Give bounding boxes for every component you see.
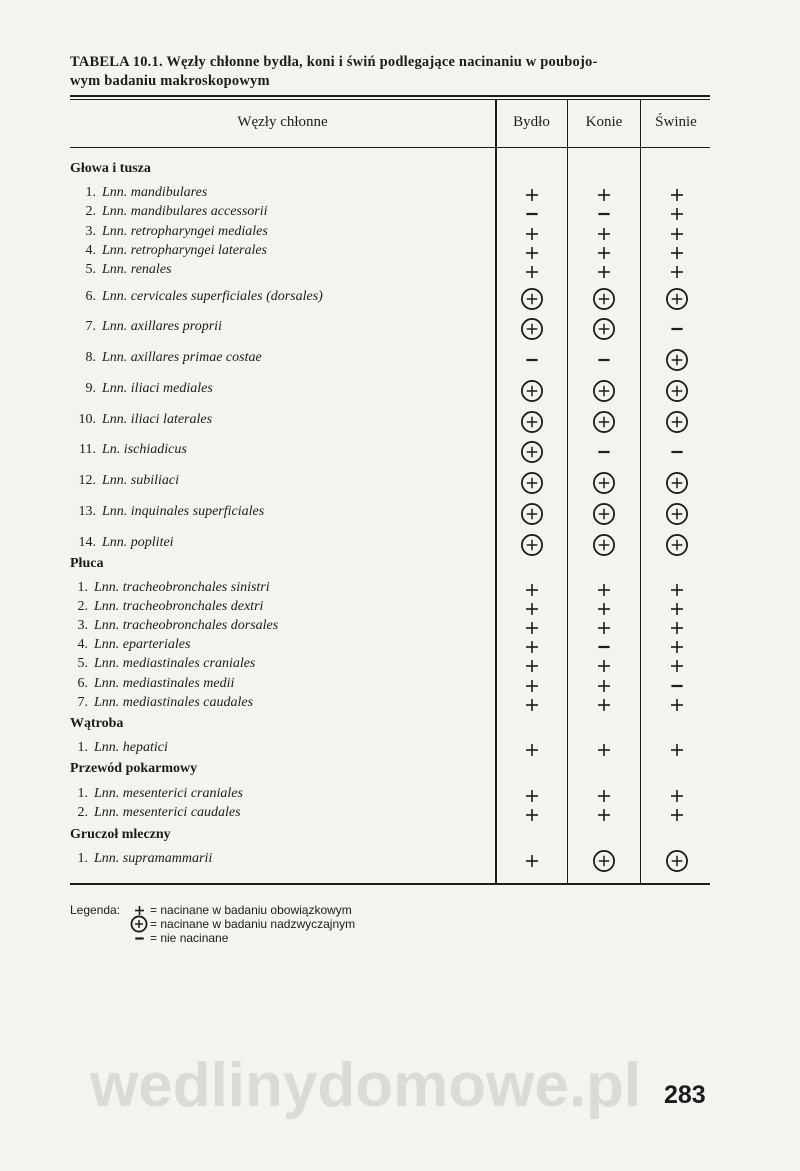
table-row xyxy=(70,740,168,756)
table-row xyxy=(70,262,171,278)
table-row xyxy=(70,204,268,220)
plus-icon xyxy=(592,260,616,284)
column-divider-1 xyxy=(495,100,497,883)
circled-plus-icon xyxy=(520,502,544,526)
plus-icon xyxy=(665,260,689,284)
row-number: 3. xyxy=(85,224,96,239)
lymph-node-name: Lnn. retropharyngei laterales xyxy=(102,243,268,258)
table-row xyxy=(70,185,207,201)
circled-plus-icon xyxy=(665,287,689,311)
circled-plus-icon xyxy=(665,471,689,495)
lymph-node-name: Lnn. iliaci laterales xyxy=(102,412,213,427)
legend-text: = nie nacinane xyxy=(150,931,229,945)
row-number: 4. xyxy=(85,243,96,258)
row-number: 1. xyxy=(77,740,88,755)
lymph-node-name: Lnn. mandibulares xyxy=(102,185,208,200)
row-number: 8. xyxy=(85,350,96,365)
lymph-node-name: Lnn. tracheobronchales dextri xyxy=(94,599,264,614)
watermark: wedlinydomowe.pl xyxy=(90,1051,642,1120)
circled-plus-icon xyxy=(665,410,689,434)
table-row xyxy=(70,535,174,551)
table-row xyxy=(70,637,190,653)
circled-plus-icon xyxy=(592,502,616,526)
lymph-node-name: Lnn. mediastinales medii xyxy=(94,676,235,691)
plus-icon xyxy=(520,849,544,873)
row-number: 13. xyxy=(78,504,96,519)
row-number: 12. xyxy=(78,473,96,488)
header-pigs: Świnie xyxy=(655,114,697,130)
lymph-node-name: Lnn. iliaci mediales xyxy=(102,381,213,396)
circled-plus-icon xyxy=(665,849,689,873)
circled-plus-icon xyxy=(592,317,616,341)
circled-plus-icon xyxy=(520,471,544,495)
lymph-node-name: Lnn. axillares proprii xyxy=(102,319,222,334)
minus-icon xyxy=(592,348,616,372)
row-number: 7. xyxy=(77,695,88,710)
table-top-rule xyxy=(70,95,710,97)
circled-plus-icon xyxy=(520,287,544,311)
row-number: 2. xyxy=(77,805,88,820)
circled-plus-icon xyxy=(520,410,544,434)
lymph-node-name: Lnn. tracheobronchales dorsales xyxy=(94,618,279,633)
table-bottom-rule xyxy=(70,883,710,885)
lymph-node-name: Lnn. axillares primae costae xyxy=(102,350,262,365)
row-number: 6. xyxy=(77,676,88,691)
caption-line-2: wym badaniu makroskopowym xyxy=(70,73,270,89)
lymph-node-name: Lnn. mediastinales caudales xyxy=(94,695,254,710)
plus-icon xyxy=(520,803,544,827)
row-number: 10. xyxy=(78,412,96,427)
row-number: 3. xyxy=(77,618,88,633)
table-row xyxy=(70,676,234,692)
table-row xyxy=(70,243,267,259)
table-row xyxy=(70,289,323,305)
section-title: Płuca xyxy=(70,556,104,571)
lymph-node-name: Ln. ischiadicus xyxy=(102,442,187,457)
table-row xyxy=(70,695,253,711)
plus-icon xyxy=(520,260,544,284)
header-lymph-nodes: Węzły chłonne xyxy=(237,114,328,130)
table-row xyxy=(70,504,264,520)
row-number: 2. xyxy=(77,599,88,614)
column-divider-3 xyxy=(640,100,641,883)
table-row xyxy=(70,350,262,366)
plus-icon xyxy=(665,693,689,717)
plus-icon xyxy=(592,693,616,717)
header-horses: Konie xyxy=(585,114,623,130)
row-number: 14. xyxy=(78,535,96,550)
table-row xyxy=(70,473,179,489)
circled-plus-icon xyxy=(665,379,689,403)
row-number: 5. xyxy=(85,262,96,277)
row-number: 1. xyxy=(77,580,88,595)
lymph-node-name: Lnn. retropharyngei mediales xyxy=(102,224,268,239)
circled-plus-icon xyxy=(592,379,616,403)
circled-plus-icon xyxy=(592,533,616,557)
lymph-node-name: Lnn. renales xyxy=(102,262,172,277)
row-number: 5. xyxy=(77,656,88,671)
legend-text: = nacinane w badaniu obowiązkowym xyxy=(150,903,352,917)
table-row xyxy=(70,786,243,802)
circled-plus-icon xyxy=(592,410,616,434)
row-number: 2. xyxy=(85,204,96,219)
lymph-node-name: Lnn. tracheobronchales sinistri xyxy=(94,580,270,595)
minus-icon xyxy=(592,440,616,464)
lymph-node-name: Lnn. inquinales superficiales xyxy=(102,504,265,519)
section-title: Głowa i tusza xyxy=(70,161,151,176)
table-top-rule-thin xyxy=(70,99,710,100)
plus-icon xyxy=(592,803,616,827)
section-title: Wątroba xyxy=(70,716,124,731)
table-caption xyxy=(70,53,712,91)
table-row xyxy=(70,381,213,397)
circled-plus-icon xyxy=(665,502,689,526)
row-number: 1. xyxy=(77,786,88,801)
table-row xyxy=(70,851,212,867)
circled-plus-icon xyxy=(592,287,616,311)
circled-plus-icon xyxy=(665,348,689,372)
header-cattle: Bydło xyxy=(513,114,550,130)
lymph-node-name: Lnn. hepatici xyxy=(94,740,168,755)
header-bottom-rule xyxy=(70,147,710,148)
circled-plus-icon xyxy=(520,440,544,464)
circled-plus-icon xyxy=(520,317,544,341)
row-number: 7. xyxy=(85,319,96,334)
section-title: Gruczoł mleczny xyxy=(70,827,171,842)
plus-icon xyxy=(665,738,689,762)
lymph-node-name: Lnn. mediastinales craniales xyxy=(94,656,256,671)
circled-plus-icon xyxy=(592,849,616,873)
lymph-node-name: Lnn. mandibulares accessorii xyxy=(102,204,268,219)
row-number: 1. xyxy=(85,185,96,200)
table-row xyxy=(70,580,270,596)
circled-plus-icon xyxy=(665,533,689,557)
minus-icon xyxy=(520,348,544,372)
minus-icon xyxy=(665,440,689,464)
caption-line-1: TABELA 10.1. Węzły chłonne bydła, koni i świń podlegające nacinaniu w poubojo- xyxy=(70,54,598,70)
table-row xyxy=(70,599,263,615)
lymph-node-name: Lnn. eparteriales xyxy=(94,637,191,652)
circled-plus-icon xyxy=(520,533,544,557)
table-row xyxy=(70,618,278,634)
lymph-node-name: Lnn. mesenterici craniales xyxy=(94,786,243,801)
table-row xyxy=(70,412,212,428)
row-number: 6. xyxy=(85,289,96,304)
lymph-node-name: Lnn. supramammarii xyxy=(94,851,213,866)
row-number: 1. xyxy=(77,851,88,866)
plus-icon xyxy=(520,738,544,762)
table-row xyxy=(70,442,187,458)
circled-plus-icon xyxy=(592,471,616,495)
table-row xyxy=(70,805,241,821)
table-row xyxy=(70,224,268,240)
minus-icon xyxy=(130,931,148,945)
plus-icon xyxy=(520,693,544,717)
page-number: 283 xyxy=(664,1081,706,1109)
table-row xyxy=(70,319,222,335)
row-number: 11. xyxy=(79,442,96,457)
plus-icon xyxy=(665,803,689,827)
row-number: 9. xyxy=(85,381,96,396)
table-row xyxy=(70,656,255,672)
lymph-node-name: Lnn. cervicales superficiales (dorsales) xyxy=(102,289,323,304)
legend-label: Legenda: xyxy=(70,903,121,917)
plus-icon xyxy=(592,738,616,762)
section-title: Przewód pokarmowy xyxy=(70,761,198,776)
circled-plus-icon xyxy=(520,379,544,403)
column-divider-2 xyxy=(567,100,568,883)
lymph-node-name: Lnn. poplitei xyxy=(102,535,174,550)
row-number: 4. xyxy=(77,637,88,652)
circled-plus-icon xyxy=(130,917,148,931)
lymph-node-name: Lnn. mesenterici caudales xyxy=(94,805,241,820)
legend-text: = nacinane w badaniu nadzwyczajnym xyxy=(150,917,356,931)
lymph-node-name: Lnn. subiliaci xyxy=(102,473,180,488)
minus-icon xyxy=(665,317,689,341)
